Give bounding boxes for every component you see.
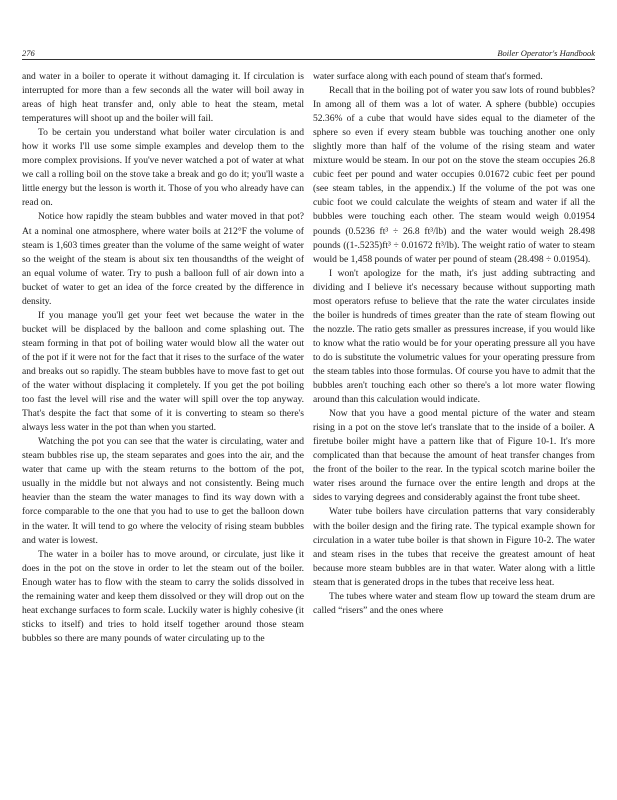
- body-columns: [22, 70, 595, 782]
- paragraph: If you manage you'll get your feet wet because the water in the bucket will be displaced by the balloon and come splashing out. The steam forming in that pot of boiling water would blow all the water out of the pot if it were not for the fact that it rises to the surface of the water and breaks out so rapidly. The steam bubbles have to move fast to get out of the water without displacing it completely. If you get the pot boiling too fast the level will rise and the water will spill over the top anyway. That's despite the fact that some of it is converting to steam so there's always less water in the pot than when you started.: [22, 309, 304, 434]
- paragraph: and water in a boiler to operate it without damaging it. If circulation is interrupted for more than a few seconds all the water will boil away in areas of high heat transfer and, only able to heat the steam, metal temperatures will shoot up and the boiler will fail.: [22, 71, 304, 125]
- header-rule: [22, 59, 595, 60]
- paragraph: The tubes where water and steam flow up toward the steam drum are called “risers” and the ones where: [313, 590, 595, 616]
- page-number: 276: [22, 48, 35, 58]
- paragraph: water surface along with each pound of steam that's formed.: [313, 71, 543, 82]
- running-title: Boiler Operator's Handbook: [497, 48, 595, 58]
- right-column: [313, 70, 595, 782]
- paragraph: Now that you have a good mental picture of the water and steam rising in a pot on the stove let's translate that to the inside of a boiler. A firetube boiler might have a pattern like that of Figure 10-1. It's more complicated than that because the amount of heat transfer changes from the front of the boiler to the rear. In the typical scotch marine boiler the water rises around the furnace over the entire length and drops at the sides to varying degrees and considerably against the front tube sheet.: [313, 408, 595, 504]
- paragraph: Water tube boilers have circulation patterns that vary considerably with the boiler design and the firing rate. The typical example shown for circulation in a water tube boiler is that shown in Figure 10-2. The water and steam rises in the tubes that receive the greatest amount of heat because more steam bubbles are in that water. Water along with a little steam that is generated drops in the tubes that receive less heat.: [313, 506, 595, 588]
- page-header: [22, 42, 595, 58]
- left-column: [22, 70, 304, 782]
- paragraph: Recall that in the boiling pot of water you saw lots of round bubbles? In among all of them was a lot of water. A sphere (bubble) occupies 52.36% of a cube that would have sides equal to the diameter of the sphere so even if every steam bubble was touching another one only slightly more than half of the volume of the rising steam and water mixture would be steam. In our pot on the stove the steam occupies 26.8 cubic feet per pound and water occupies 0.01672 cubic feet per pound (see steam tables, in the appendix.) If the volume of the pot was one cubic foot we could calculate the weights of steam and water if all the bubbles were touching each other. The steam would weigh 0.01954 pounds (0.5236 ft³ ÷ 26.8 ft³/lb) and the water would weigh 28.498 pounds ((1-.5235)ft³ ÷ 0.01672 ft³/lb). The weight ratio of water to steam would be 1,458 pounds of water per pound of steam (28.498 ÷ 0.01954).: [313, 85, 595, 265]
- paragraph: The water in a boiler has to move around, or circulate, just like it does in the pot on the stove in order to let the steam out of the boiler. Enough water has to flow with the steam to carry the solids dissolved in the remaining water and keep them dissolved or they will drop out on the heat exchange surfaces to form scale. Luckily water is highly cohesive (it sticks to itself) and tries to hold itself together around those steam bubbles so there are many pounds of water circulating up to the: [22, 548, 304, 644]
- paragraph: I won't apologize for the math, it's just adding subtracting and dividing and I believe it's necessary because without supporting math most operators refuse to believe that the rate the water circulates inside the boiler is hundreds of times greater than the rate of steam flowing out the nozzle. The ratio gets smaller as pressures increase, if you would like to know what the ratio would be for your operating pressure all you have to do is substitute the volumetric values for your operating pressure from the steam tables into those formulas. Of course you have to admit that the bubbles aren't touching each other so there's a lot more water flowing around than this calculation would indicate.: [313, 267, 595, 406]
- paragraph: To be certain you understand what boiler water circulation is and how it works I'll use some simple examples and develop them to the more complex provisions. If you've never watched a pot of water at what we call a rolling boil on the stove take a break and go do it; you'll waste a little energy but the lesson is worth it. Those of you who already have can read on.: [22, 127, 304, 209]
- paragraph: Watching the pot you can see that the water is circulating, water and steam bubbles rise up, the steam separates and goes into the air, and the water that came up with the steam returns to the bottom of the pot, usually in the middle but not always and not consistently. Being much heavier than the steam the water manages to find its way down with a force comparable to the one that you had to use to get the balloon down in the water. It will tend to go where the velocity of rising steam bubbles and water is lowest.: [22, 436, 304, 546]
- paragraph: Notice how rapidly the steam bubbles and water moved in that pot? At a nominal one atmosphere, where water boils at 212°F the volume of steam is 1,603 times greater than the volume of the same weight of water so the weight of the steam is about six ten thousandths of the weight of an equal volume of water. Try to push a balloon full of air down into a bucket of water to get an idea of the force created by the difference in density.: [22, 211, 304, 307]
